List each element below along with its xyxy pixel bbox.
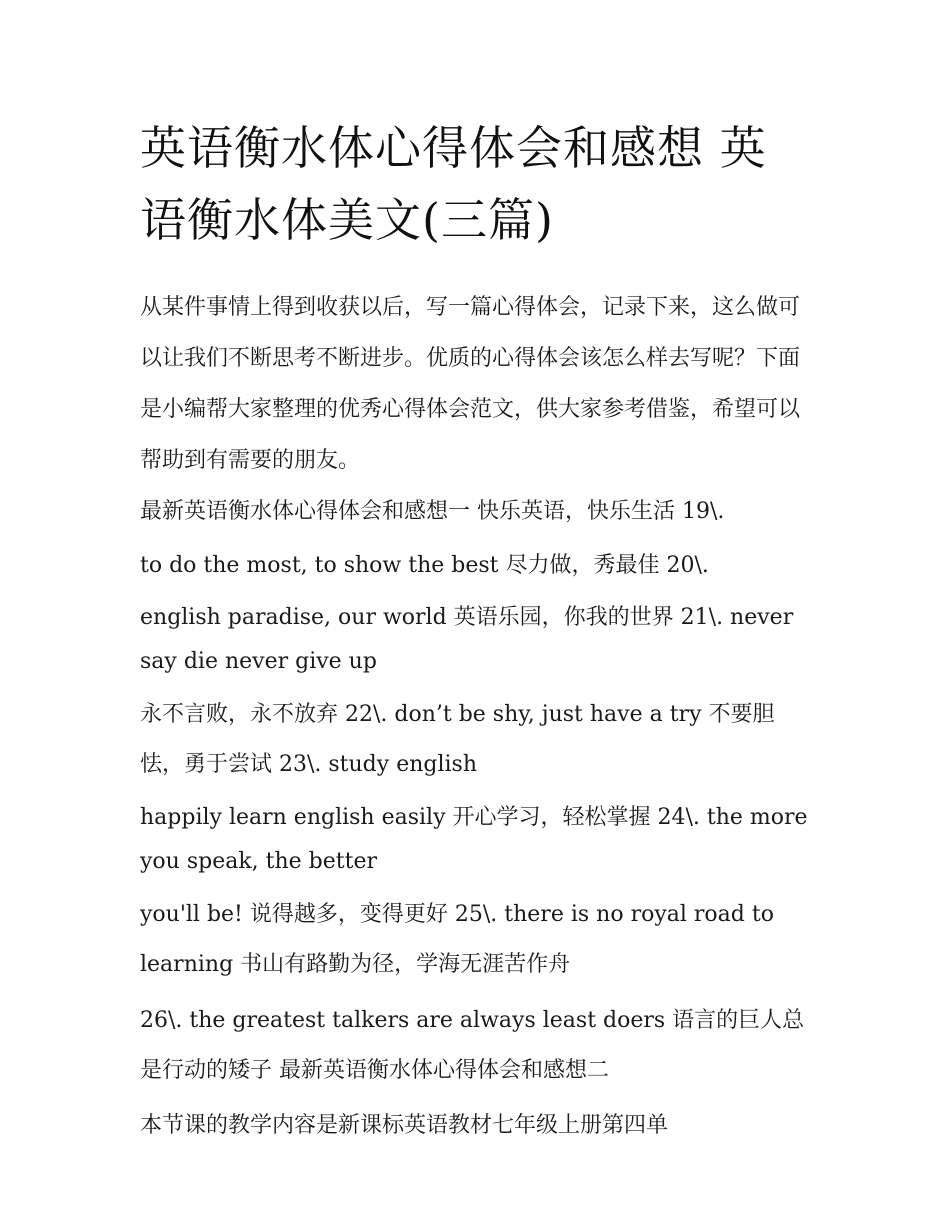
intro-paragraph: 从某件事情上得到收获以后，写一篇心得体会，记录下来，这么做可以让我们不断思考不断进步。优质的心得体会该怎么样去写呢？下面是小编帮大家整理的优秀心得体会范文，供大家参考借鉴，希望可以帮助到有需要的朋友。 — [140, 295, 801, 473]
document-title: 英语衡水体心得体会和感想 英语衡水体美文(三篇) — [140, 121, 767, 247]
paragraph-5: happily learn english easily 开心学习，轻松掌握 24\. the more you speak, the better — [140, 805, 808, 874]
document-body — [140, 112, 812, 1150]
paragraph-6: you'll be! 说得越多，变得更好 25\. there is no royal road to learning 书山有路勤为径，学海无涯苦作舟 — [140, 902, 774, 977]
paragraph-8: 本节课的教学内容是新课标英语教材七年级上册第四单 — [140, 1113, 669, 1138]
paragraph-3: english paradise, our world 英语乐园，你我的世界 21\. never say die never give up — [140, 605, 794, 674]
paragraph-4: 永不言败，永不放弃 22\. don’t be shy, just have a try 不要胆怯，勇于尝试 23\. study english — [140, 702, 775, 777]
paragraph-2: to do the most, to show the best 尽力做，秀最佳 20\. — [140, 553, 709, 578]
paragraph-7: 26\. the greatest talkers are always least doers 语言的巨人总是行动的矮子 最新英语衡水体心得体会和感想二 — [140, 1008, 805, 1083]
paragraph-1: 最新英语衡水体心得体会和感想一 快乐英语，快乐生活 19\. — [140, 499, 725, 524]
